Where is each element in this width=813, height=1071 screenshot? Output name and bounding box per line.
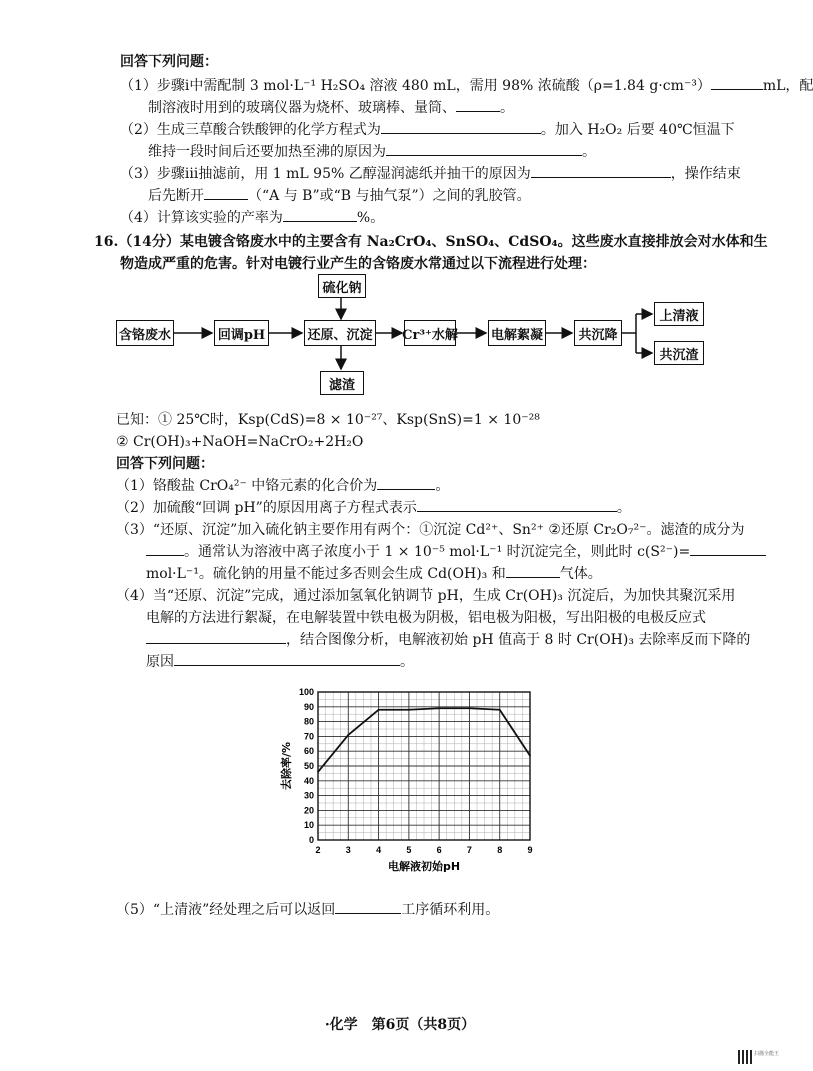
q15-part3-line2: 后先断开 （“A 与 B”或“B 与抽气泵”）之间的乳胶管。: [148, 188, 531, 204]
answer-blank[interactable]: [506, 564, 560, 578]
y-tick-label: 100: [298, 687, 314, 697]
y-tick-label: 50: [303, 761, 314, 771]
q16-heading-line2: 物造成严重的危害。针对电镀行业产生的含铬废水常通过以下流程进行处理：: [120, 256, 596, 272]
answer-blank[interactable]: [146, 630, 286, 644]
known-reaction: ② Cr(OH)₃+NaOH=NaCrO₂+2H₂O: [116, 434, 364, 450]
removal-rate-chart: [280, 680, 550, 880]
section-intro: 回答下列问题：: [120, 54, 218, 70]
scanner-logo-icon: [738, 1050, 752, 1064]
watermark-text: 扫描全能王: [754, 1051, 780, 1057]
q16-part3-line1: （3）“还原、沉淀”加入硫化钠主要作用有两个：①沉淀 Cd²⁺、Sn²⁺ ②还原 Cr₂O₇²⁻。滤渣的成分为: [116, 522, 745, 538]
flow-node-co-sedimentation: 共沉降: [574, 320, 622, 346]
flow-node-wastewater: 含铬废水: [116, 320, 174, 346]
data-point: [469, 707, 471, 709]
q16-intro: 回答下列问题：: [116, 456, 214, 472]
data-point: [317, 771, 319, 773]
q15-part2-line2: 维持一段时间后还要加热至沸的原因为 。: [148, 144, 596, 160]
flow-node-sodium-sulfide: 硫化钠: [318, 274, 366, 298]
answer-blank[interactable]: [174, 652, 400, 666]
answer-blank[interactable]: [690, 542, 766, 556]
q16-part4-line2: 电解的方法进行絮凝，在电解装置中铁电极为阴极，铝电极为阳极，写出阳极的电极反应式: [146, 610, 706, 626]
q15-part3-line1: （3）步骤ⅲ抽滤前，用 1 mL 95% 乙醇湿润滤纸并抽干的原因为 ，操作结束: [120, 166, 741, 182]
y-tick-label: 60: [303, 746, 314, 757]
q15-part4: （4）计算该实验的产率为 %。: [120, 210, 385, 226]
data-point: [438, 707, 440, 709]
flow-node-adjust-ph: 回调pH: [214, 320, 269, 346]
y-axis-label: 去除率/%: [280, 741, 293, 791]
data-point: [408, 709, 410, 711]
data-point: [378, 709, 380, 711]
y-tick-label: 70: [303, 731, 314, 742]
answer-blank[interactable]: [377, 476, 435, 490]
page-footer: ·化学 第6页（共8页）: [324, 1017, 476, 1033]
q15-part2-line1: （2）生成三草酸合铁酸钾的化学方程式为 。加入 H₂O₂ 后要 40℃恒温下: [120, 122, 735, 138]
q16-part4-line3: ，结合图像分析，电解液初始 pH 值高于 8 时 Cr(OH)₃ 去除率反而下降的: [146, 630, 750, 650]
x-tick-label: 5: [406, 845, 412, 855]
flow-node-reduce-precipitate: 还原、沉淀: [304, 320, 376, 346]
q16-part1: （1）铬酸盐 CrO₄²⁻ 中铬元素的化合价为 。: [116, 478, 450, 494]
data-point: [529, 755, 531, 757]
q15-part1-line2: 制溶液时用到的玻璃仪器为烧杯、玻璃棒、量筒、 。: [148, 100, 514, 116]
answer-blank[interactable]: [417, 498, 617, 512]
x-tick-label: 8: [497, 845, 503, 855]
flow-node-co-precipitate: 共沉渣: [654, 341, 704, 365]
y-tick-label: 40: [303, 775, 314, 786]
x-tick-label: 2: [315, 845, 321, 855]
flow-node-cr-hydrolysis: Cr³⁺水解: [404, 320, 456, 346]
flow-node-electro-flocculation: 电解絮凝: [488, 320, 546, 346]
flow-node-supernatant: 上清液: [654, 302, 704, 326]
data-point: [347, 734, 349, 736]
q15-part1-line1: （1）步骤ⅰ中需配制 3 mol·L⁻¹ H₂SO₄ 溶液 480 mL，需用 98% 浓硫酸（ρ=1.84 g·cm⁻³） mL，配: [120, 78, 813, 94]
y-tick-label: 90: [303, 701, 314, 712]
y-tick-label: 0: [308, 835, 314, 845]
q16-part4-line1: （4）当“还原、沉淀”完成，通过添加氢氧化钠调节 pH，生成 Cr(OH)₃ 沉淀后，为加快其聚沉采用: [116, 588, 736, 604]
x-axis-label: 电解液初始pH: [387, 860, 461, 873]
q16-part3-line2: 。通常认为溶液中离子浓度小于 1 × 10⁻⁵ mol·L⁻¹ 时沉淀完全，则此时 c(S²⁻)=: [146, 542, 766, 562]
q16-part2: （2）加硫酸“回调 pH”的原因用离子方程式表示 。: [116, 500, 631, 516]
data-point: [499, 709, 501, 711]
y-tick-label: 10: [303, 820, 314, 831]
y-tick-label: 80: [303, 716, 314, 727]
q16-part3-line3: mol·L⁻¹。硫化钠的用量不能过多否则会生成 Cd(OH)₃ 和 气体。: [146, 566, 602, 582]
q16-heading-line1: 16.（14分）某电镀含铬废水中的主要含有 Na₂CrO₄、SnSO₄、CdSO₄。这些废水直接排放会对水体和生: [94, 234, 768, 250]
answer-blank[interactable]: [335, 900, 401, 914]
x-tick-label: 3: [345, 845, 351, 855]
y-tick-label: 20: [303, 805, 314, 816]
q16-part4-line4: 原因 。: [146, 654, 414, 670]
y-tick-label: 30: [303, 790, 314, 801]
x-tick-label: 6: [436, 845, 442, 855]
x-tick-label: 9: [527, 845, 533, 855]
answer-blank[interactable]: [146, 542, 184, 556]
flow-node-filter-residue: 滤渣: [320, 371, 364, 395]
x-tick-label: 4: [376, 845, 382, 855]
x-tick-label: 7: [466, 845, 472, 855]
q16-part5: （5）“上清液”经处理之后可以返回 工序循环利用。: [116, 902, 500, 918]
known-ksp: 已知：① 25℃时，Ksp(CdS)=8 × 10⁻²⁷、Ksp(SnS)=1 × 10⁻²⁸: [116, 412, 540, 428]
